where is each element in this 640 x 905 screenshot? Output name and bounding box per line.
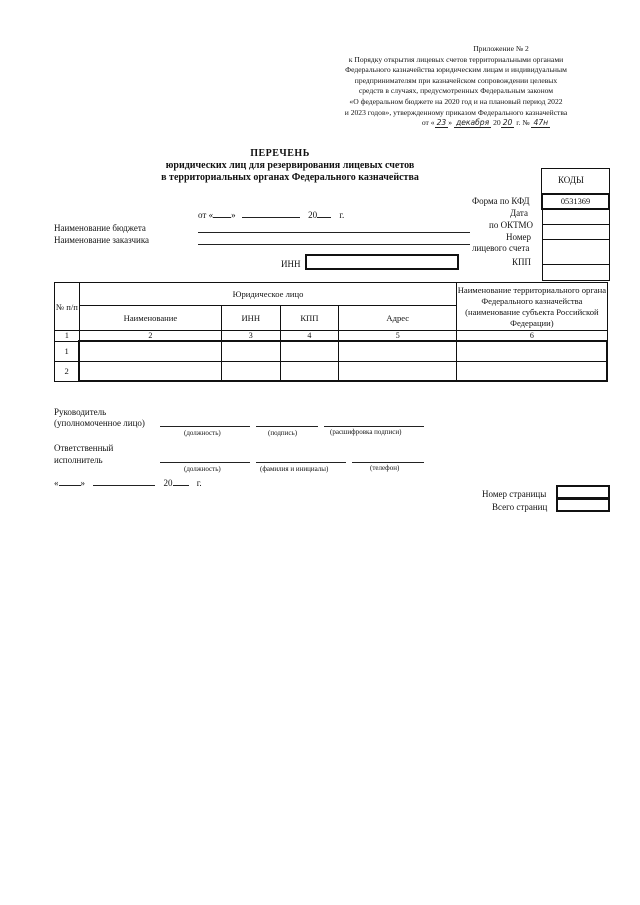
table-cell (339, 341, 457, 361)
head-signature-caption: (подпись) (268, 429, 298, 437)
table-cell (280, 361, 339, 381)
signature-date-line: « » 20 г. (54, 478, 202, 488)
header-line-5: «О федеральном бюджете на 2020 год и на плановый период 2022 (349, 96, 563, 106)
inn-field (305, 254, 459, 270)
order-month: декабря (455, 118, 490, 128)
col-number-5: 5 (339, 331, 457, 342)
col-number-1: 1 (55, 331, 80, 342)
budget-name-label: Наименование бюджета (54, 223, 146, 233)
form-code-cell: 0531369 (542, 194, 609, 209)
col-number-6: 6 (457, 331, 607, 342)
total-pages-field (556, 498, 610, 512)
table-cell (79, 361, 221, 381)
head-label-1: Руководитель (54, 407, 107, 417)
tofk-header: Наименование территориального органа Федерального казначейства (наименование субъекта Российской Федерации) (457, 283, 607, 331)
table-cell (280, 341, 339, 361)
row-number: 1 (55, 341, 80, 361)
kpp-label: КПП (512, 257, 532, 267)
date-code-cell (542, 209, 609, 225)
row-number: 2 (55, 361, 80, 381)
table-cell (221, 341, 280, 361)
entities-table (54, 282, 608, 382)
table-cell (457, 361, 607, 381)
col-no-header: № п/п (55, 283, 80, 331)
header-line-4: средств в случаях, предусмотренных Федеральным законом (358, 86, 554, 96)
date-label: Дата (510, 208, 528, 218)
head-decode-line (324, 426, 424, 427)
customer-name-label: Наименование заказчика (54, 235, 150, 245)
table-cell (221, 361, 280, 381)
kpp-header: КПП (280, 306, 339, 331)
title-line-2: юридических лиц для резервирования лицевых счетов (165, 160, 415, 171)
exec-label-1: Ответственный (54, 443, 114, 453)
title-line-1: ПЕРЕЧЕНЬ (250, 148, 310, 159)
exec-fio-caption: (фамилия и инициалы) (260, 465, 329, 473)
budget-name-line (198, 232, 470, 233)
col-number-2: 2 (79, 331, 221, 342)
codes-heading: КОДЫ (558, 175, 584, 185)
page-number-field (556, 485, 610, 499)
header-line-2: Федерального казначейства юридическим лицам и индивидуальным (345, 65, 567, 75)
order-year: 20 (502, 118, 513, 128)
exec-position-line (160, 462, 250, 463)
name-header: Наименование (79, 306, 221, 331)
account-label-1: Номер (506, 232, 532, 242)
account-label-2: лицевого счета (472, 243, 530, 253)
customer-name-line (198, 244, 470, 245)
address-header: Адрес (339, 306, 457, 331)
oktmo-code-cell (542, 225, 609, 240)
head-position-line (160, 426, 250, 427)
inn-header: ИНН (221, 306, 280, 331)
table-cell (457, 341, 607, 361)
order-day: 23 (436, 118, 447, 128)
page-number-label: Номер страницы (482, 489, 547, 499)
table-row (55, 341, 608, 361)
exec-label-2: исполнитель (54, 455, 103, 465)
exec-fio-line (256, 462, 346, 463)
order-date-line: от « 23 » декабря 20 20 г. № 47н (421, 118, 549, 128)
appendix-header (306, 44, 606, 129)
exec-phone-caption: (телефон) (370, 464, 400, 472)
header-line-1: к Порядку открытия лицевых счетов территориальными органами (348, 54, 564, 64)
exec-phone-line (352, 462, 424, 463)
legal-entity-header: Юридическое лицо (79, 283, 456, 306)
oktmo-label: по ОКТМО (489, 220, 533, 230)
appendix-number: Приложение № 2 (473, 44, 529, 53)
order-number: 47н (533, 118, 549, 128)
exec-position-caption: (должность) (184, 465, 221, 473)
head-decode-caption: (расшифровка подписи) (330, 428, 402, 436)
table-cell (339, 361, 457, 381)
date-line: от « » 20 г. (198, 210, 345, 220)
account-code-cell (542, 240, 609, 265)
form-label: Форма по КФД (472, 196, 530, 206)
head-label-2: (уполномоченное лицо) (54, 418, 145, 428)
total-pages-label: Всего страниц (492, 502, 548, 512)
header-line-3: предпринимателям при казначейском сопровождении целевых (354, 75, 558, 85)
title-line-3: в территориальных органах Федерального казначейства (161, 172, 419, 183)
kpp-code-cell (542, 265, 609, 281)
col-number-3: 3 (221, 331, 280, 342)
table-row (55, 361, 608, 381)
header-line-6: и 2023 годов», утвержденному приказом Федерального казначейства (344, 107, 568, 117)
inn-label: ИНН (281, 259, 301, 269)
document-title (0, 148, 560, 184)
codes-table (541, 193, 610, 281)
head-signature-line (256, 426, 318, 427)
head-position-caption: (должность) (184, 429, 221, 437)
col-number-4: 4 (280, 331, 339, 342)
table-cell (79, 341, 221, 361)
